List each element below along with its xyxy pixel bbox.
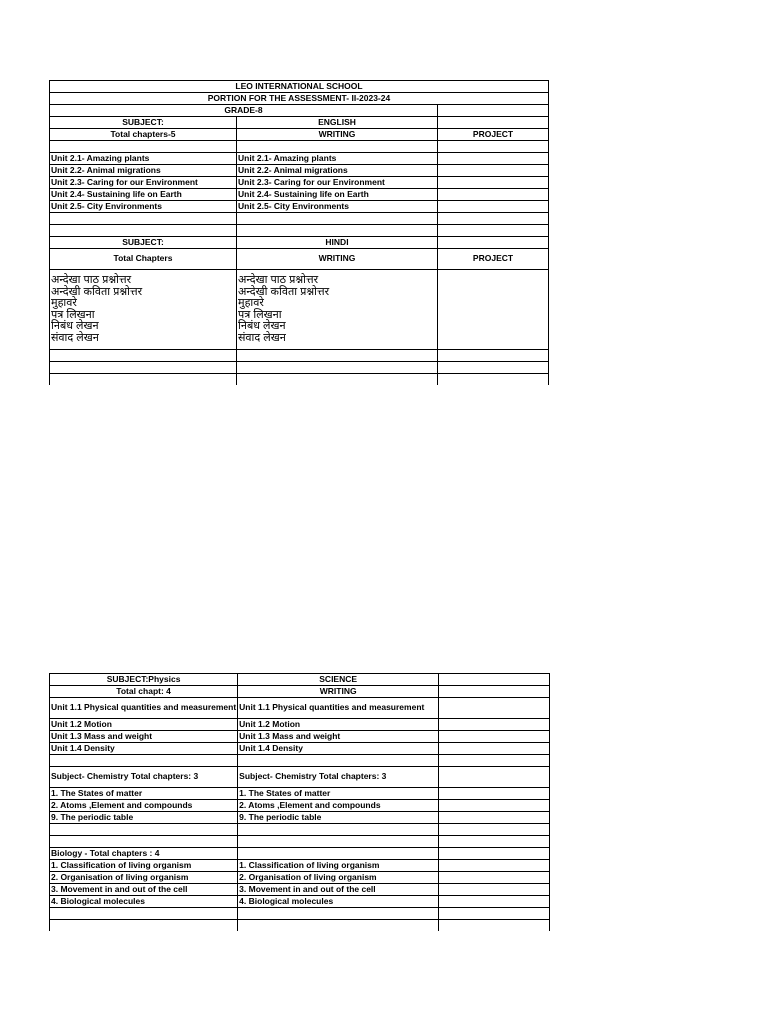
chemistry-unit-writing: 9. The periodic table: [238, 812, 439, 824]
biology-unit-row: [50, 896, 550, 908]
english-unit-left: Unit 2.3- Caring for our Environment: [50, 177, 237, 189]
empty-cell: [439, 908, 550, 920]
assessment-portion-table-science: [49, 673, 550, 931]
english-total-chapters: Total chapters-5: [50, 129, 237, 141]
chemistry-unit-left: 9. The periodic table: [50, 812, 238, 824]
biology-unit-row: [50, 884, 550, 896]
empty-cell: [438, 165, 549, 177]
empty-cell: [439, 860, 550, 872]
empty-cell: [439, 788, 550, 800]
empty-cell: [439, 674, 550, 686]
empty-cell: [237, 213, 438, 225]
hindi-subject-row: [50, 237, 549, 249]
blank-row: [50, 908, 550, 920]
empty-cell: [439, 824, 550, 836]
grade-label: GRADE-8: [50, 105, 438, 117]
chemistry-unit-row: [50, 800, 550, 812]
physics-unit-writing: Unit 1.3 Mass and weight: [238, 731, 439, 743]
empty-cell: [50, 362, 237, 374]
empty-cell: [438, 141, 549, 153]
hindi-topic: संवाद लेखन: [238, 331, 286, 344]
hindi-topics-left: [50, 270, 237, 350]
chemistry-unit-row: [50, 812, 550, 824]
physics-subject-row: [50, 674, 550, 686]
physics-header-row: [50, 686, 550, 698]
school-row: [50, 81, 549, 93]
empty-cell: [50, 836, 238, 848]
biology-header-row: [50, 848, 550, 860]
english-unit-row: [50, 165, 549, 177]
blank-row: [50, 824, 550, 836]
chemistry-header-row: [50, 767, 550, 788]
empty-cell: [439, 848, 550, 860]
empty-cell: [439, 812, 550, 824]
empty-cell: [439, 719, 550, 731]
hindi-topic: संवाद लेखन: [51, 331, 99, 344]
chemistry-unit-row: [50, 788, 550, 800]
empty-cell: [438, 189, 549, 201]
english-unit-row: [50, 177, 549, 189]
hindi-topic: पत्र लिखना: [238, 308, 282, 321]
english-unit-writing: Unit 2.2- Animal migrations: [237, 165, 438, 177]
science-label: SCIENCE: [238, 674, 439, 686]
empty-cell: [237, 225, 438, 237]
hindi-topic: निबंध लेखन: [51, 320, 99, 332]
physics-unit-left: Unit 1.2 Motion: [50, 719, 238, 731]
english-unit-row: [50, 201, 549, 213]
empty-cell: [50, 908, 238, 920]
physics-unit-writing: Unit 1.4 Density: [238, 743, 439, 755]
hindi-subject-label: SUBJECT:: [50, 237, 237, 249]
biology-unit-writing: 2. Organisation of living organism: [238, 872, 439, 884]
english-project-header: PROJECT: [438, 129, 549, 141]
blank-row: [50, 836, 550, 848]
chemistry-unit-writing: 1. The States of matter: [238, 788, 439, 800]
empty-cell: [50, 374, 237, 386]
physics-unit-row: [50, 731, 550, 743]
biology-unit-left: 1. Classification of living organism: [50, 860, 238, 872]
english-unit-writing: Unit 2.4- Sustaining life on Earth: [237, 189, 438, 201]
chemistry-unit-writing: 2. Atoms ,Element and compounds: [238, 800, 439, 812]
empty-cell: [439, 800, 550, 812]
physics-subject-label: SUBJECT:Physics: [50, 674, 238, 686]
blank-row: [50, 755, 550, 767]
hindi-topic: मुहावरे: [51, 297, 77, 309]
blank-row: [50, 362, 549, 374]
empty-cell: [439, 698, 550, 719]
english-subject-row: [50, 117, 549, 129]
english-unit-row: [50, 189, 549, 201]
hindi-total-chapters: Total Chapters: [50, 249, 237, 270]
empty-cell: [438, 225, 549, 237]
chemistry-unit-left: 2. Atoms ,Element and compounds: [50, 800, 238, 812]
biology-header: Biology - Total chapters : 4: [50, 848, 238, 860]
biology-unit-row: [50, 872, 550, 884]
english-subject-label: SUBJECT:: [50, 117, 237, 129]
empty-cell: [238, 908, 439, 920]
empty-cell: [439, 872, 550, 884]
blank-row: [50, 213, 549, 225]
empty-cell: [50, 213, 237, 225]
biology-unit-row: [50, 860, 550, 872]
hindi-topic: अन्देखा पाठ प्रश्नोत्तर: [51, 274, 132, 286]
biology-unit-writing: 3. Movement in and out of the cell: [238, 884, 439, 896]
empty-cell: [438, 374, 549, 386]
physics-unit-left: Unit 1.1 Physical quantities and measurement: [50, 698, 238, 719]
empty-cell: [50, 824, 238, 836]
blank-row: [50, 374, 549, 386]
biology-unit-writing: 1. Classification of living organism: [238, 860, 439, 872]
empty-cell: [439, 755, 550, 767]
empty-cell: [439, 896, 550, 908]
hindi-topic: अन्देखी कविता प्रश्नोत्तर: [238, 285, 330, 298]
english-unit-row: [50, 153, 549, 165]
empty-cell: [438, 153, 549, 165]
biology-unit-left: 2. Organisation of living organism: [50, 872, 238, 884]
physics-unit-row: [50, 719, 550, 731]
hindi-topic: पत्र लिखना: [51, 308, 95, 321]
empty-cell: [237, 141, 438, 153]
english-writing-header: WRITING: [237, 129, 438, 141]
chemistry-unit-left: 1. The States of matter: [50, 788, 238, 800]
physics-unit-row: [50, 743, 550, 755]
empty-cell: [238, 824, 439, 836]
english-unit-left: Unit 2.5- City Environments: [50, 201, 237, 213]
empty-cell: [238, 836, 439, 848]
english-unit-left: Unit 2.1- Amazing plants: [50, 153, 237, 165]
grade-row: [50, 105, 549, 117]
empty-cell: [439, 731, 550, 743]
assessment-portion-table-languages: [49, 80, 549, 385]
chemistry-header-left: Subject- Chemistry Total chapters: 3: [50, 767, 238, 788]
biology-unit-left: 4. Biological molecules: [50, 896, 238, 908]
blank-row: [50, 920, 550, 932]
empty-cell: [238, 755, 439, 767]
hindi-topic: अन्देखी कविता प्रश्नोत्तर: [51, 285, 143, 298]
empty-cell: [50, 920, 238, 932]
empty-cell: [438, 237, 549, 249]
hindi-topic: निबंध लेखन: [238, 320, 286, 332]
english-unit-writing: Unit 2.1- Amazing plants: [237, 153, 438, 165]
hindi-topics-row: [50, 270, 549, 350]
school-name: LEO INTERNATIONAL SCHOOL: [50, 81, 549, 93]
empty-cell: [237, 362, 438, 374]
empty-cell: [50, 350, 237, 362]
hindi-topic: मुहावरे: [238, 297, 264, 309]
physics-unit-writing: Unit 1.2 Motion: [238, 719, 439, 731]
science-writing-header: WRITING: [238, 686, 439, 698]
hindi-topics-writing: [237, 270, 438, 350]
empty-cell: [439, 920, 550, 932]
english-subject-name: ENGLISH: [237, 117, 438, 129]
hindi-writing-header: WRITING: [237, 249, 438, 270]
hindi-header-row: [50, 249, 549, 270]
biology-unit-writing: 4. Biological molecules: [238, 896, 439, 908]
empty-cell: [50, 141, 237, 153]
portion-title: PORTION FOR THE ASSESSMENT- II-2023-24: [50, 93, 549, 105]
empty-cell: [238, 848, 439, 860]
english-unit-left: Unit 2.2- Animal migrations: [50, 165, 237, 177]
portion-title-row: [50, 93, 549, 105]
english-header-row: [50, 129, 549, 141]
empty-cell: [50, 225, 237, 237]
empty-cell: [438, 270, 549, 350]
hindi-project-header: PROJECT: [438, 249, 549, 270]
empty-cell: [438, 201, 549, 213]
english-unit-left: Unit 2.4- Sustaining life on Earth: [50, 189, 237, 201]
physics-unit-left: Unit 1.4 Density: [50, 743, 238, 755]
physics-total-chapters: Total chapt: 4: [50, 686, 238, 698]
blank-row: [50, 350, 549, 362]
empty-cell: [439, 743, 550, 755]
chemistry-header-writing: Subject- Chemistry Total chapters: 3: [238, 767, 439, 788]
empty-cell: [237, 374, 438, 386]
empty-cell: [438, 350, 549, 362]
empty-cell: [50, 755, 238, 767]
physics-unit-row: [50, 698, 550, 719]
empty-cell: [438, 362, 549, 374]
physics-unit-left: Unit 1.3 Mass and weight: [50, 731, 238, 743]
empty-cell: [439, 686, 550, 698]
empty-cell: [438, 117, 549, 129]
biology-unit-left: 3. Movement in and out of the cell: [50, 884, 238, 896]
empty-cell: [438, 177, 549, 189]
blank-row: [50, 225, 549, 237]
empty-cell: [438, 213, 549, 225]
empty-cell: [238, 920, 439, 932]
physics-unit-writing: Unit 1.1 Physical quantities and measurement: [238, 698, 439, 719]
empty-cell: [439, 884, 550, 896]
empty-cell: [439, 767, 550, 788]
empty-cell: [438, 105, 549, 117]
english-unit-writing: Unit 2.3- Caring for our Environment: [237, 177, 438, 189]
blank-row: [50, 141, 549, 153]
hindi-subject-name: HINDI: [237, 237, 438, 249]
hindi-topic: अन्देखा पाठ प्रश्नोत्तर: [238, 274, 319, 286]
empty-cell: [439, 836, 550, 848]
english-unit-writing: Unit 2.5- City Environments: [237, 201, 438, 213]
empty-cell: [237, 350, 438, 362]
